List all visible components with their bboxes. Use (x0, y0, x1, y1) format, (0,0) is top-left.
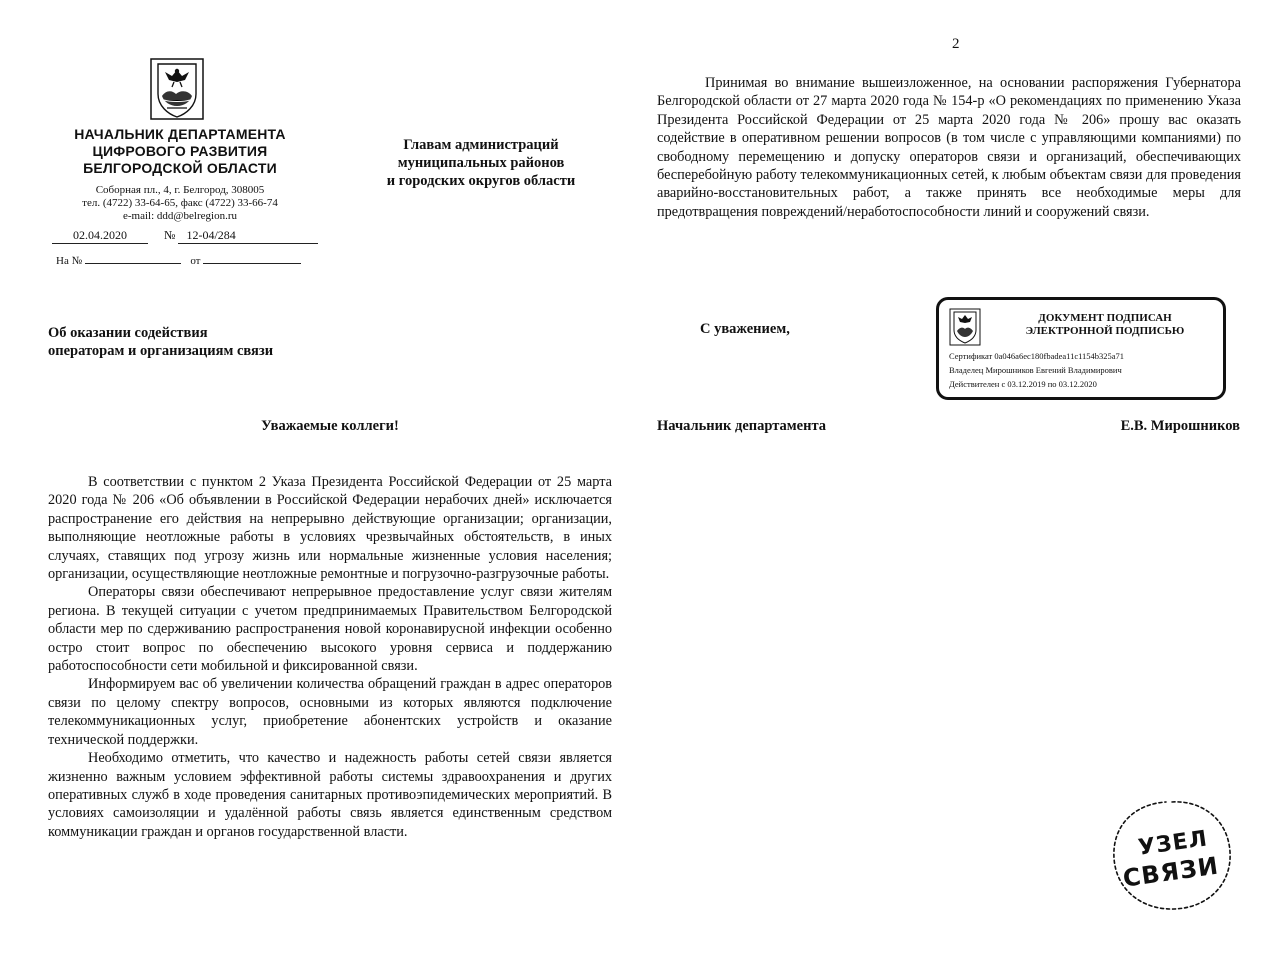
ref-from-label: от (190, 255, 201, 267)
closing-regards: С уважением, (700, 321, 790, 337)
addressee-line: муниципальных районов (397, 155, 565, 171)
addressee-line: и городских округов области (386, 173, 576, 189)
reference-line (56, 249, 301, 267)
stamp-title-line: ДОКУМЕНТ ПОДПИСАН (1038, 312, 1172, 324)
letter-body (48, 473, 612, 841)
org-contacts (40, 184, 320, 223)
badge-line: СВЯЗИ (1121, 851, 1221, 893)
addressee-line: Главам администраций (403, 137, 559, 153)
coat-of-arms-icon (150, 58, 204, 120)
badge-line: УЗЕЛ (1136, 826, 1210, 861)
uzel-svyazi-logo-icon (1108, 796, 1236, 914)
page-number: 2 (952, 36, 960, 52)
body-paragraph: В соответствии с пунктом 2 Указа Президента Российской Федерации от 25 марта 2020 года № 206 «Об объявлении в Российской Федерации нерабочих дней» исключается распространение его действия на непрерывно действующие организации; организации, выполняющие неотложные работы в условиях чрезвычайных обстоятельств, в иных случаях, ставящих под угрозу жизнь или нормальные жизненные условия населения; организации, осуществляющие неотложные ремонтные и погрузочно-разгрузочные работы. (48, 474, 612, 583)
salutation: Уважаемые коллеги! (261, 418, 399, 434)
org-title-line: НАЧАЛЬНИК ДЕПАРТАМЕНТА (74, 126, 286, 142)
org-address: Соборная пл., 4, г. Белгород, 308005 (95, 184, 265, 196)
subject-line: Об оказании содействия (48, 325, 208, 341)
outgoing-date: 02.04.2020 (52, 229, 148, 244)
org-email: e-mail: ddd@belregion.ru (123, 210, 237, 222)
body-paragraph: Информируем вас об увеличении количества обращений граждан в адрес операторов связи по целому спектру вопросов, основными из которых являются подключение телекоммуникационных услуг, приобретение абонентских устройств и оказание технической поддержки. (48, 676, 612, 748)
stamp-validity: Действителен с 03.12.2019 по 03.12.2020 (949, 379, 1097, 389)
coat-of-arms-icon (949, 308, 981, 346)
signatory-name: Е.В. Мирошников (1120, 418, 1240, 434)
number-label: № (164, 228, 176, 242)
body-paragraph: Операторы связи обеспечивают непрерывное предоставление услуг связи жителям региона. В текущей ситуации с учетом предпринимаемых Правительством Белгородской области мер по сдерживанию распространения новой коронавирусной инфекции особенно остро стоит вопрос по обеспечению высокого уровня сервиса и поддержанию работоспособности сети мобильной и фиксированной связи. (48, 584, 612, 675)
stamp-title-line: ЭЛЕКТРОННОЙ ПОДПИСЬЮ (1025, 325, 1185, 337)
stamp-certificate: Сертификат 0a046a6ec180fbadea11c1154b325a71 (949, 351, 1125, 361)
stamp-title (995, 312, 1215, 338)
ref-label: На № (56, 255, 83, 267)
registration-line (52, 228, 318, 244)
letter-body-continued (657, 74, 1241, 221)
org-title-line: БЕЛГОРОДСКОЙ ОБЛАСТИ (83, 160, 277, 176)
ref-date-blank (203, 249, 301, 264)
body-paragraph: Принимая во внимание вышеизложенное, на основании распоряжения Губернатора Белгородской области от 27 марта 2020 года № 154-р «О рекомендациях по применению Указа Президента Российской Федерации от 25 марта 2020 года № 206» прошу вас оказать содействие в оперативном решении вопросов (в том числе с управляющими компаниями) по свободному перемещению и допуску операторов связи и организаций, обеспечивающих бесперебойную работу телекоммуникационных сетей, к любым объектам связи для проведения аварийно-восстановительных работ, а также принять все необходимые меры для предотвращения повреждений/неработоспособности линий и сооружений связи. (657, 75, 1241, 220)
addressee (356, 136, 606, 190)
stamp-owner: Владелец Мирошников Евгений Владимирович (949, 365, 1122, 375)
body-paragraph: Необходимо отметить, что качество и надежность работы сетей связи является жизненно важным условием эффективной работы системы здравоохранения и других оперативных служб в ходе проведения санитарных противоэпидемических мероприятий. В условиях самоизоляции и удалённой работы связь является единственным средством коммуникации граждан и органов государственной власти. (48, 750, 612, 840)
org-title (40, 126, 320, 177)
subject-line: операторам и организациям связи (48, 343, 274, 359)
org-title-line: ЦИФРОВОГО РАЗВИТИЯ (92, 143, 268, 159)
outgoing-number: 12-04/284 (178, 229, 318, 244)
org-phones: тел. (4722) 33-64-65, факс (4722) 33-66-74 (82, 197, 278, 209)
signatory-position: Начальник департамента (657, 418, 827, 434)
electronic-signature-stamp (936, 297, 1226, 400)
letter-subject (48, 324, 273, 360)
ref-number-blank (85, 249, 181, 264)
